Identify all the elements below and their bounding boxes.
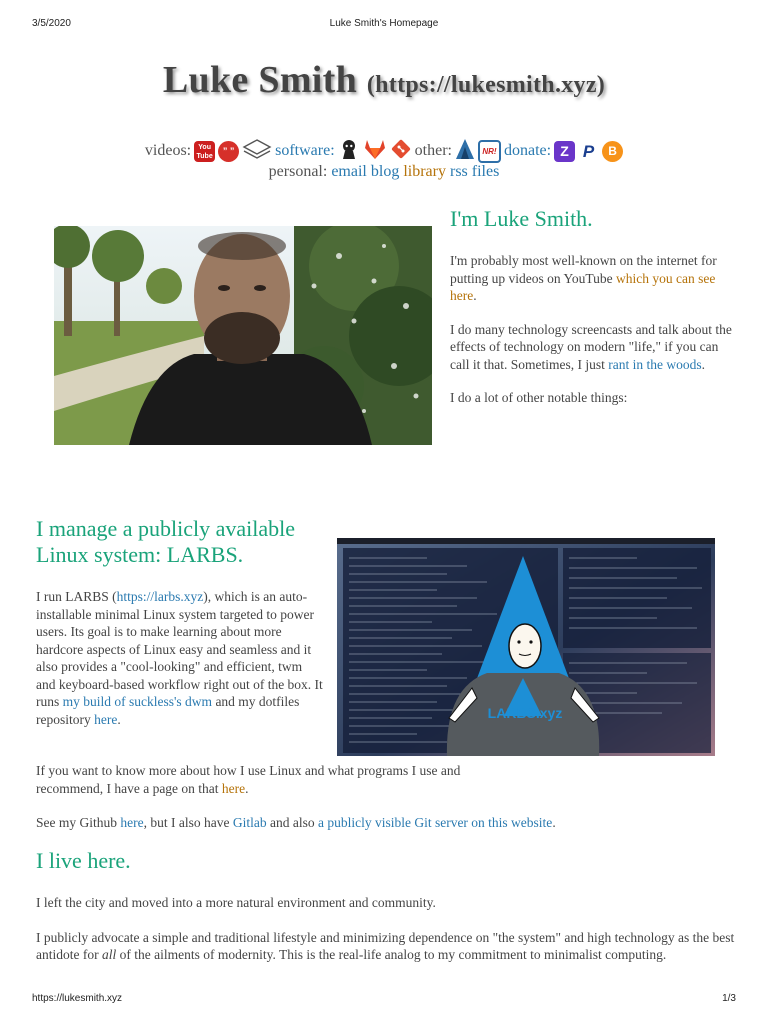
live-p2-emphasis: all [101,947,117,962]
rant-in-the-woods-link[interactable]: rant in the woods [608,356,702,372]
site-url[interactable]: (https://lukesmith.xyz) [366,72,606,98]
intro-heading: I'm Luke Smith. [450,206,593,231]
social-links-row [0,136,768,166]
live-paragraph-2 [36,929,736,964]
git-server-link[interactable]: a publicly visible Git server on this website [317,815,553,830]
git-icon[interactable] [390,138,412,165]
intro-body [450,252,740,423]
videos-label: videos: [144,142,192,159]
software-label: software: [275,142,335,159]
larbs-p3-a: See my Github [36,815,121,830]
larbs-p1-b: ), which is an auto-installable minimal Linux system targeted to power users. Its goal is to make learning about more hardcore aspects of Linux easy and seamless and it also provides a "cool-looking" and efficient, twm and keyboard-based workflow right out of the box. It runs [36,589,323,709]
larbs-paragraph-1 [36,588,324,728]
larbs-paragraph-3 [36,814,736,832]
intro-p2-text: I do many technology screencasts and talk about the effects of technology on modern "life," if you can call it that. Sometimes, I just [450,321,732,372]
live-p2-b: of the ailments of modernity. This is the real-life analog to my commitment to minimalist computing. [116,947,667,962]
gitlab-icon[interactable] [363,138,387,165]
chat-bubble-icon[interactable]: ” ” [218,141,239,162]
gitlab-link[interactable]: Gitlab [232,815,267,830]
bitcoin-icon[interactable]: B [602,141,623,162]
print-date: 3/5/2020 [32,18,71,29]
github-icon[interactable] [338,138,360,165]
donate-label: donate: [503,142,552,159]
personal-label: personal: [268,163,328,180]
link-files[interactable]: files [471,163,500,180]
print-page-title: Luke Smith's Homepage [329,18,439,29]
link-library[interactable]: library [403,163,446,180]
link-rss[interactable]: rss [449,163,468,180]
larbs-p3-c: and also [266,815,318,830]
youtube-icon[interactable]: You Tube [194,141,215,162]
larbs-p1-c: and my dotfiles repository [36,694,300,727]
live-heading: I live here. [36,848,131,873]
larbs-site-link[interactable]: https://larbs.xyz [116,589,204,604]
github-link[interactable]: here [120,815,144,830]
larbs-p2-text: If you want to know more about how I use Linux and what programs I use and recommend, I have a page on that [36,763,461,796]
intro-paragraph-1 [450,252,740,305]
dwm-build-link[interactable]: my build of suckless's dwm [62,694,213,709]
intro-p2-end: . [701,356,705,372]
intro-paragraph-2 [450,321,740,374]
larbs-logo-text: LARBS.xyz [487,705,563,721]
live-paragraph-1: I left the city and moved into a more natural environment and community. [36,895,436,910]
live-body [36,894,736,981]
profile-photo [54,226,432,445]
print-url: https://lukesmith.xyz [32,993,123,1004]
live-p2-a: I publicly advocate a simple and traditional lifestyle and minimizing dependence on "the system" and high technology as the best antidote for [36,929,735,962]
layers-icon[interactable] [242,138,272,165]
larbs-body [36,588,324,728]
larbs-desktop-screenshot [337,538,715,756]
intro-p1-text: I'm probably most well-known on the internet for putting up videos on YouTube [450,253,717,286]
larbs-p3-b: , but I also have [143,815,233,830]
site-title [0,58,768,102]
intro-p1-end: . [473,288,477,303]
larbs-paragraph-2 [36,762,496,797]
personal-links-row [0,163,768,181]
notrelated-icon[interactable]: NR! [478,140,501,163]
larbs-p1-d: . [117,711,121,727]
larbs-p1-a: I run LARBS ( [36,589,117,604]
larbs-heading: I manage a publicly available Linux system: LARBS. [36,516,295,567]
mountain-icon[interactable] [455,138,475,165]
other-label: other: [414,142,452,159]
larbs-p3-d: . [552,815,556,830]
larbs-more [36,762,736,849]
intro-paragraph-3: I do a lot of other notable things: [450,390,628,405]
paypal-icon[interactable]: P [578,141,599,162]
link-blog[interactable]: blog [370,163,400,180]
larbs-p2-end: . [245,780,249,796]
print-page-number: 1/3 [722,993,736,1004]
youtube-channel-link[interactable]: which you can see here [450,270,716,303]
zcash-icon[interactable]: Z [554,141,575,162]
link-email[interactable]: email [331,163,367,180]
site-name: Luke Smith [162,59,358,101]
programs-page-link[interactable]: here [221,780,246,796]
dotfiles-link[interactable]: here [94,711,118,727]
